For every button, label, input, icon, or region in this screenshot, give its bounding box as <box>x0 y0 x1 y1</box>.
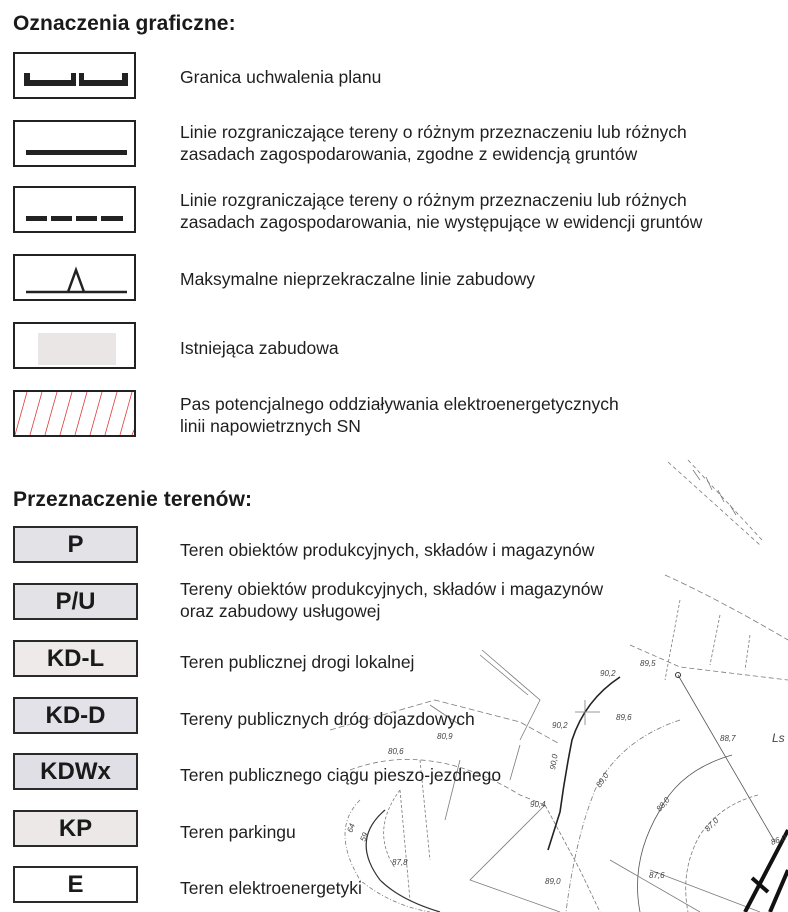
legend-label-building-line: Maksymalne nieprzekraczalne linie zabudowy <box>180 269 536 289</box>
legend-symbol-plan-boundary <box>13 52 136 99</box>
map-elevation-label: 90,2 <box>552 721 568 730</box>
map-elevation-label: 88,7 <box>720 734 736 743</box>
map-elevation-label: 88,0 <box>654 795 672 814</box>
zone-code-badge: P/U <box>13 583 138 620</box>
map-elevation-label: 87,6 <box>649 871 665 880</box>
map-elevation-label: 87,8 <box>392 858 408 867</box>
zone-description: Teren parkingu <box>180 822 296 842</box>
legend-symbol-existing-building <box>13 322 136 369</box>
legend-label-dashed-line <box>180 189 702 233</box>
map-elevation-label: 89,0 <box>545 877 561 886</box>
legend-label-existing-building: Istniejąca zabudowa <box>180 338 339 358</box>
legend-label-plan-boundary: Granica uchwalenia planu <box>180 67 382 87</box>
map-elevation-label: 64 <box>345 822 357 834</box>
map-elevation-label: 90,2 <box>600 669 616 678</box>
map-elevation-label: 59 <box>358 831 370 843</box>
zone-description <box>180 578 603 622</box>
legend-label-line: Linie rozgraniczające tereny o różnym przeznaczeniu lub różnych <box>180 122 687 142</box>
zone-code-badge: KDWx <box>13 753 138 790</box>
legend-symbol-solid-line <box>13 120 136 167</box>
map-land-class-label: Ls <box>772 731 785 745</box>
legend-symbol-building-line <box>13 254 136 301</box>
building-line-icon <box>15 256 134 299</box>
zone-code-badge: KP <box>13 810 138 847</box>
zone-description: Tereny publicznych dróg dojazdowych <box>180 709 475 729</box>
legend-label-line: Pas potencjalnego oddziaływania elektroenergetycznych <box>180 394 619 414</box>
legend-symbol-hatched-zone <box>13 390 136 437</box>
map-elevation-label: 89,0 <box>594 771 611 790</box>
zone-description: Teren publicznej drogi lokalnej <box>180 652 415 672</box>
land-use-heading: Przeznaczenie terenów: <box>13 488 253 511</box>
map-elevation-label: 90,0 <box>548 753 560 771</box>
map-elevation-label: 90,4 <box>530 800 546 809</box>
plan-boundary-icon <box>15 54 134 97</box>
map-elevation-label: 80,6 <box>388 747 404 756</box>
legend-label-solid-line <box>180 121 687 165</box>
legend-label-line: Linie rozgraniczające tereny o różnym przeznaczeniu lub różnych <box>180 190 687 210</box>
hatch-pattern-icon <box>15 392 134 435</box>
zone-code-badge: KD-D <box>13 697 138 734</box>
map-elevation-label: 89,6 <box>616 713 632 722</box>
zone-code-badge: KD-L <box>13 640 138 677</box>
zone-code-badge: P <box>13 526 138 563</box>
legend-label-line: zasadach zagospodarowania, zgodne z ewidencją gruntów <box>180 144 638 164</box>
legend-label-line: zasadach zagospodarowania, nie występujące w ewidencji gruntów <box>180 212 703 232</box>
legend-symbol-dashed-line <box>13 186 136 233</box>
map-elevation-label: 86,0 <box>769 833 788 847</box>
map-elevation-label: 87,0 <box>703 816 721 834</box>
map-elevation-label: 80,9 <box>437 732 453 741</box>
solid-line-icon <box>15 122 134 165</box>
zone-code-badge: E <box>13 866 138 903</box>
zone-description: Teren publicznego ciągu pieszo-jezdnego <box>180 765 502 785</box>
zone-description-line: oraz zabudowy usługowej <box>180 601 381 621</box>
existing-building-icon <box>15 324 134 367</box>
legend-label-line: linii napowietrznych SN <box>180 416 361 436</box>
dashed-line-icon <box>15 188 134 231</box>
legend-label-hatched-zone <box>180 393 619 437</box>
zone-description: Teren obiektów produkcyjnych, składów i magazynów <box>180 540 595 560</box>
map-elevation-label: 89,5 <box>640 659 656 668</box>
graphic-symbols-heading: Oznaczenia graficzne: <box>13 12 236 35</box>
zone-description-line: Tereny obiektów produkcyjnych, składów i magazynów <box>180 579 604 599</box>
zone-description: Teren elektroenergetyki <box>180 878 362 898</box>
